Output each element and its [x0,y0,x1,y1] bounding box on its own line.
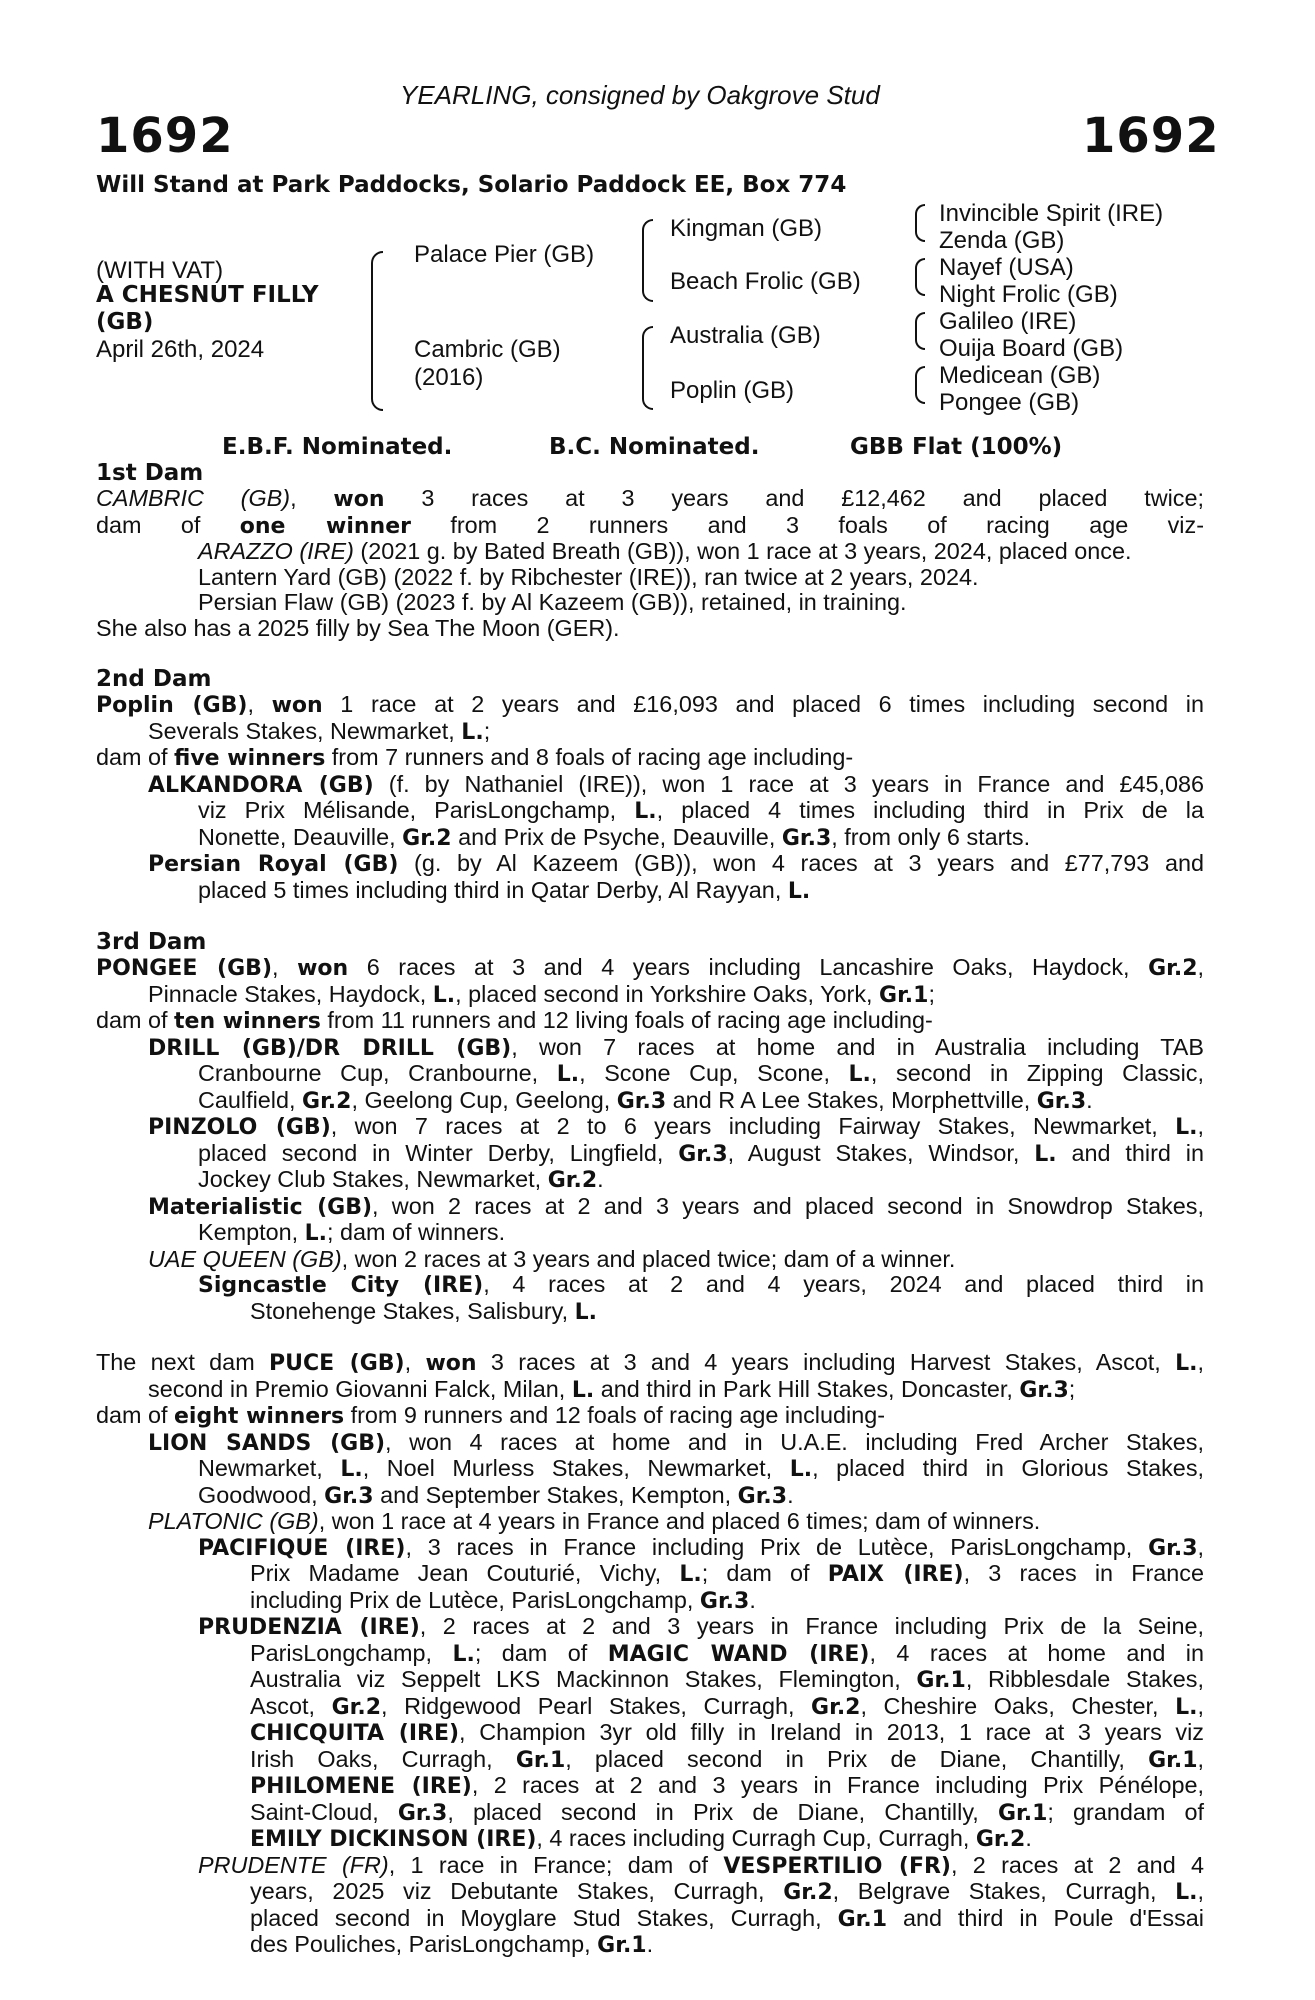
lot-number-left: 1692 [96,108,234,164]
catalogue-line [96,692,1204,719]
text-run: Newmarket, [198,1455,341,1481]
text-run: , 4 races at home and in [869,1639,1205,1666]
dam-dam: Poplin (GB) [670,377,795,404]
bold-run: won [425,1351,477,1376]
lot-number-right: 1692 [1082,108,1220,164]
consignment-line: YEARLING, consigned by Oakgrove Stud [400,80,880,110]
text-run: from 7 runners and 8 foals of racing age including- [325,744,854,770]
text-run: , from only 6 starts. [831,823,1031,850]
text-run: , Noel Murless Stakes, Newmarket, [362,1455,790,1481]
text-run: Prix Madame Jean Couturié, Vichy, [250,1560,680,1586]
text-run: 1 race at 2 years and £16,093 and placed 6 times including second in [322,691,1204,717]
text-run: , [1197,1533,1204,1560]
catalogue-line [96,1906,1204,1933]
text-run: placed second in Winter Derby, Lingfield, [198,1139,679,1166]
bold-run: L. [789,1457,813,1482]
dam-line-brace-top [642,326,653,370]
catalogue-line [96,1800,1204,1827]
lot-name: A CHESNUT FILLY [96,282,319,308]
bold-run: Gr.3 [1148,1535,1198,1561]
text-run: , [247,691,272,717]
text-run: . [646,1931,654,1957]
sire-dam: Beach Frolic (GB) [670,268,861,295]
italic-run: PRUDENTE (FR) [198,1851,389,1878]
bold-run: Gr.3 [699,1588,750,1614]
bold-run: PACIFIQUE (IRE) [198,1535,406,1561]
text-run: Persian Flaw (GB) (2023 f. by Al Kazeem (GB)), retained, in training. [198,589,907,615]
bold-run: Gr.3 [324,1483,374,1509]
bold-run: Gr.1 [597,1933,647,1958]
text-run: , [290,485,334,511]
bold-run: L. [556,1062,580,1087]
text-run: , 3 races in France including Prix de Lutèce, ParisLongchamp, [405,1533,1149,1560]
text-run: , Belgrave Stakes, Curragh, [832,1878,1176,1904]
text-run: dam of [96,1402,175,1428]
catalogue-line [96,719,1204,746]
text-run: , [1197,1113,1204,1139]
bold-run: Gr.2 [547,1168,598,1193]
catalogue-line [96,1247,1204,1273]
text-run: Jockey Club Stakes, Newmarket, [198,1166,548,1192]
brace-australia-bottom [915,330,925,350]
text-run: , [272,954,298,980]
text-run: ; dam of [701,1560,828,1586]
text-run: Stonehenge Stakes, Salisbury, [250,1297,575,1324]
bold-run: won [297,956,349,981]
catalogue-line [96,513,1204,540]
text-run: , Cheshire Oaks, Chester, [860,1692,1176,1719]
text-run: and third in [1056,1139,1204,1166]
text-run: , won 2 races at 2 and 3 years and placed second in Snowdrop Stakes, [372,1192,1204,1219]
catalogue-line [96,1299,1204,1326]
bold-run: Poplin (GB) [96,693,248,718]
bold-run: Gr.2 [331,1694,382,1720]
vat-note: (WITH VAT) [96,257,224,284]
text-run: , won 7 races at 2 to 6 years including Fairway Stakes, Newmarket, [330,1113,1176,1139]
text-run: The next dam [96,1349,270,1375]
brace-beach-frolic-top [915,258,925,278]
foaling-date: April 26th, 2024 [96,336,265,363]
text-run: years, 2025 viz Debutante Stakes, Curragh, [250,1878,784,1904]
bold-run: PINZOLO (GB) [148,1115,331,1140]
bold-run: L. [304,1221,328,1246]
text-run: , [404,1349,426,1375]
bold-run: one winner [239,513,411,539]
bold-run: Gr.2 [783,1880,833,1905]
bold-run: Signcastle City (IRE) [198,1273,484,1298]
bc-nomination: B.C. Nominated. [549,434,760,460]
bold-run: L. [634,799,657,824]
catalogue-text [96,460,1204,1959]
text-run: , placed 4 times including third in Prix de la [656,797,1204,823]
bold-run: L. [432,982,456,1008]
catalogue-line [96,1141,1204,1168]
bold-run: eight winners [174,1404,345,1429]
bold-run: Gr.2 [302,1088,352,1114]
text-run: She also has a 2025 filly by Sea The Moon (GER). [96,614,620,641]
bold-run: Gr.3 [1036,1088,1087,1114]
gen4-1: Invincible Spirit (IRE) [939,200,1164,227]
catalogue-line [96,1194,1204,1221]
gen4-6: Ouija Board (GB) [939,335,1124,362]
sire-sire: Kingman (GB) [670,215,823,242]
text-run: ; dam of winners. [327,1219,506,1245]
text-run: . [787,1481,794,1508]
gen4-5: Galileo (IRE) [939,308,1077,335]
bold-run: Materialistic (GB) [148,1194,373,1220]
catalogue-line [96,878,1204,905]
catalogue-line [96,1667,1204,1694]
catalogue-line [96,1720,1204,1747]
bold-run: Gr.3 [781,825,832,851]
catalogue-line [96,1061,1204,1088]
bold-run: EMILY DICKINSON (IRE) [250,1827,537,1852]
bold-run: CHICQUITA (IRE) [250,1721,460,1746]
bold-run: Gr.1 [837,1906,887,1932]
text-run: Saint-Cloud, [250,1798,398,1825]
text-run: , 2 races at 2 and 4 [950,1851,1205,1878]
bold-run: Gr.2 [1148,956,1198,981]
catalogue-line [96,590,1204,616]
text-run: 3 races at 3 years and £12,462 and placed twice; [384,485,1204,511]
text-run: . [1086,1086,1093,1113]
bold-run: PAIX (IRE) [827,1562,964,1587]
text-run: , Ridgewood Pearl Stakes, Curragh, [381,1692,812,1719]
bold-run: Gr.2 [402,825,452,851]
bold-run: five winners [174,746,326,771]
sire-line-brace-bottom [642,262,653,302]
text-run: Caulfield, [198,1086,303,1113]
text-run: , 2 races at 2 and 3 years in France including Prix Pénélope, [471,1772,1204,1798]
dam-heading: 2nd Dam [96,666,212,692]
italic-run: PLATONIC (GB) [148,1508,319,1534]
text-run: , [1197,1878,1205,1904]
bold-run: L. [787,878,811,904]
catalogue-line [96,1747,1204,1774]
text-run: placed second in Moyglare Stud Stakes, Curragh, [250,1904,838,1931]
text-run: ; [928,980,935,1007]
bold-run: L. [1175,1351,1198,1376]
text-run: and September Stakes, Kempton, [373,1481,738,1508]
first-generation-brace-bottom [371,334,383,411]
bold-run: Gr.3 [397,1800,448,1826]
bold-run: Gr.3 [616,1088,667,1114]
text-run: , second in Zipping Classic, [870,1060,1204,1086]
catalogue-line [96,486,1204,513]
catalogue-line [96,1272,1204,1299]
bold-run: Gr.2 [975,1827,1026,1852]
lot-name-country: (GB) [96,309,154,335]
brace-kingman-top [915,204,925,224]
bold-run: Persian Royal (GB) [148,852,399,877]
bold-run: ALKANDORA (GB) [148,772,374,798]
catalogue-line [96,1377,1204,1404]
text-run: from 2 runners and 3 foals of racing age viz- [410,511,1204,538]
text-run: Ascot, [250,1692,332,1719]
bold-run: ten winners [174,1009,321,1034]
bold-run: L. [1175,1115,1198,1140]
dam-sire: Australia (GB) [670,322,821,349]
catalogue-line [96,745,1204,772]
text-run: , won 1 race at 4 years in France and placed 6 times; dam of winners. [318,1508,1041,1534]
italic-run: ARAZZO (IRE) [198,538,354,564]
bold-run: PONGEE (GB) [96,956,272,981]
text-run: , 3 races in France [963,1560,1204,1586]
gen4-7: Medicean (GB) [939,362,1101,389]
catalogue-line [96,1879,1204,1906]
text-run: viz Prix Mélisande, ParisLongchamp, [198,797,635,823]
text-run: Goodwood, [198,1481,325,1508]
bold-run: L. [571,1377,595,1403]
text-run: . [597,1166,604,1192]
catalogue-line [96,1350,1204,1377]
catalogue-line [96,1773,1204,1800]
section-gap [96,641,1204,666]
bold-run: Gr.1 [879,982,929,1008]
text-run: , August Stakes, Windsor, [727,1139,1035,1166]
bold-run: Gr.1 [1148,1747,1198,1773]
text-run: , Ribblesdale Stakes, [965,1666,1204,1692]
text-run: , placed third in Glorious Stakes, [812,1455,1205,1481]
text-run: , placed second in Yorkshire Oaks, York, [455,980,880,1007]
catalogue-line [96,1641,1204,1668]
text-run: , won 7 races at home and in Australia including TAB [511,1033,1205,1060]
text-run: , 1 race in France; dam of [388,1851,724,1878]
text-run: ; [483,717,491,744]
text-run: , [1197,1692,1204,1719]
bold-run: L. [461,719,484,745]
text-run: 6 races at 3 and 4 years including Lancashire Oaks, Haydock, [348,954,1149,980]
sire: Palace Pier (GB) [414,241,595,268]
text-run: , [1197,954,1205,980]
catalogue-line [96,565,1204,591]
bold-run: PUCE (GB) [269,1351,405,1376]
catalogue-line [96,798,1204,825]
text-run: Australia viz Seppelt LKS Mackinnon Stakes, Flemington, [250,1666,917,1692]
text-run: dam of [96,511,240,538]
italic-run: CAMBRIC (GB) [96,485,291,511]
text-run: , placed second in Prix de Diane, Chantilly, [565,1745,1149,1772]
text-run: dam of [96,1007,175,1033]
bold-run: DRILL (GB)/DR DRILL (GB) [148,1035,512,1061]
section-gap [96,904,1204,929]
catalogue-line [96,851,1204,878]
gbb-flat: GBB Flat (100%) [850,434,1063,460]
dam: Cambric (GB) [414,336,561,363]
text-run: , won 4 races at home and in U.A.E. including Fred Archer Stakes, [385,1428,1204,1455]
stand-location: Will Stand at Park Paddocks, Solario Paddock EE, Box 774 [96,172,847,198]
dam-line-brace-bottom [642,368,653,410]
text-run: including Prix de Lutèce, ParisLongchamp, [250,1586,700,1613]
catalogue-line [96,616,1204,642]
catalogue-line [96,1167,1204,1194]
brace-poplin-top [915,366,925,386]
text-run: ; [1068,1375,1076,1402]
dam-heading: 3rd Dam [96,929,207,955]
catalogue-line [96,1220,1204,1247]
bold-run: L. [848,1062,871,1087]
bold-run: won [333,487,385,512]
text-run: , 2 races at 2 and 3 years in France including Prix de la Seine, [419,1613,1204,1639]
section-gap [96,1325,1204,1350]
bold-run: L. [1034,1141,1057,1167]
catalogue-line [96,1826,1204,1853]
text-run: , 4 races at 2 and 4 years, 2024 and placed third in [483,1271,1204,1297]
text-run: (g. by Al Kazeem (GB)), won 4 races at 3 years and £77,793 and [398,850,1204,876]
bold-run: won [271,693,323,718]
catalogue-line [96,1483,1204,1510]
catalogue-line [96,955,1204,982]
catalogue-line [96,1694,1204,1721]
bold-run: PRUDENZIA (IRE) [198,1615,420,1640]
bold-run: L. [452,1641,475,1667]
catalogue-line [96,1008,1204,1035]
gen4-8: Pongee (GB) [939,389,1080,416]
dam-heading: 1st Dam [96,460,204,486]
bold-run: Gr.1 [916,1668,966,1693]
text-run: (2021 g. by Bated Breath (GB)), won 1 race at 3 years, 2024, placed once. [353,538,1132,564]
text-run: and third in Poule d'Essai [887,1904,1204,1931]
catalogue-line [96,539,1204,565]
text-run: Cranbourne Cup, Cranbourne, [198,1060,557,1086]
ebf-nomination: E.B.F. Nominated. [222,434,453,460]
text-run: placed 5 times including third in Qatar Derby, Al Rayyan, [198,876,788,903]
text-run: , won 2 races at 3 years and placed twice; dam of a winner. [341,1245,956,1272]
text-run: , 4 races including Curragh Cup, Curragh, [536,1825,976,1851]
bold-run: L. [340,1457,363,1482]
text-run: . [1025,1825,1032,1851]
text-run: from 9 runners and 12 foals of racing age including- [344,1402,886,1428]
text-run: Severals Stakes, Newmarket, [148,717,462,744]
catalogue-line [96,1430,1204,1457]
bold-run: Gr.1 [515,1747,566,1773]
italic-run: UAE QUEEN (GB) [148,1245,342,1272]
text-run: Pinnacle Stakes, Haydock, [148,980,433,1007]
bold-run: PHILOMENE (IRE) [250,1774,472,1799]
text-run: Nonette, Deauville, [198,823,403,850]
text-run: ; grandam of [1047,1798,1204,1825]
first-generation-brace-top [371,251,383,336]
catalogue-line [96,1588,1204,1615]
bold-run: LION SANDS (GB) [148,1430,386,1456]
gen4-4: Night Frolic (GB) [939,281,1118,308]
catalogue-line [96,1456,1204,1483]
text-run: , Geelong Cup, Geelong, [351,1086,617,1113]
bold-run: VESPERTILIO (FR) [723,1853,951,1879]
bold-run: Gr.2 [811,1694,861,1720]
text-run: , Champion 3yr old filly in Ireland in 2013, 1 race at 3 years viz [459,1719,1204,1745]
catalogue-line [96,1088,1204,1115]
gen4-2: Zenda (GB) [939,227,1065,254]
bold-run: L. [1175,1694,1198,1720]
text-run: second in Premio Giovanni Falck, Milan, [148,1375,572,1402]
catalogue-line [96,1614,1204,1641]
text-run: des Pouliches, ParisLongchamp, [250,1931,598,1957]
brace-kingman-bottom [915,222,925,242]
catalogue-line [96,825,1204,852]
catalogue-line [96,1509,1204,1535]
catalogue-line [96,772,1204,799]
text-run: , placed second in Prix de Diane, Chantilly, [447,1798,998,1825]
sire-line-brace-top [642,219,653,264]
text-run: (f. by Nathaniel (IRE)), won 1 race at 3 years in France and £45,086 [373,770,1205,797]
text-run: Irish Oaks, Curragh, [250,1745,516,1772]
text-run: and R A Lee Stakes, Morphettville, [666,1086,1037,1113]
text-run: ; dam of [474,1639,608,1666]
catalogue-line [96,982,1204,1009]
bold-run: Gr.3 [1019,1377,1069,1403]
brace-australia-top [915,312,925,332]
text-run: ParisLongchamp, [250,1639,453,1666]
brace-beach-frolic-bottom [915,276,925,296]
catalogue-line [96,1932,1204,1959]
text-run: , [1197,1745,1204,1772]
bold-run: Gr.3 [678,1141,728,1167]
bold-run: L. [574,1299,598,1325]
catalogue-line [96,1535,1204,1562]
catalogue-line [96,1035,1204,1062]
catalogue-line [96,1561,1204,1588]
text-run: Kempton, [198,1219,305,1245]
brace-poplin-bottom [915,384,925,404]
text-run: Lantern Yard (GB) (2022 f. by Ribchester (IRE)), ran twice at 2 years, 2024. [198,563,979,590]
catalogue-line [96,1853,1204,1880]
dam-year: (2016) [414,364,484,391]
bold-run: MAGIC WAND (IRE) [607,1641,870,1667]
bold-run: Gr.3 [737,1483,788,1509]
text-run: . [749,1586,756,1613]
text-run: dam of [96,744,175,770]
catalogue-line [96,1114,1204,1141]
catalogue-line [96,1403,1204,1430]
text-run: from 11 runners and 12 living foals of racing age including- [320,1007,933,1033]
bold-run: L. [679,1562,702,1587]
bold-run: L. [1175,1880,1198,1905]
text-run: 3 races at 3 and 4 years including Harvest Stakes, Ascot, [476,1349,1176,1375]
text-run: , Scone Cup, Scone, [579,1060,849,1086]
gen4-3: Nayef (USA) [939,254,1074,281]
text-run: , [1197,1349,1205,1375]
text-run: and third in Park Hill Stakes, Doncaster, [594,1375,1020,1402]
text-run: and Prix de Psyche, Deauville, [451,823,782,850]
bold-run: Gr.1 [997,1800,1048,1826]
